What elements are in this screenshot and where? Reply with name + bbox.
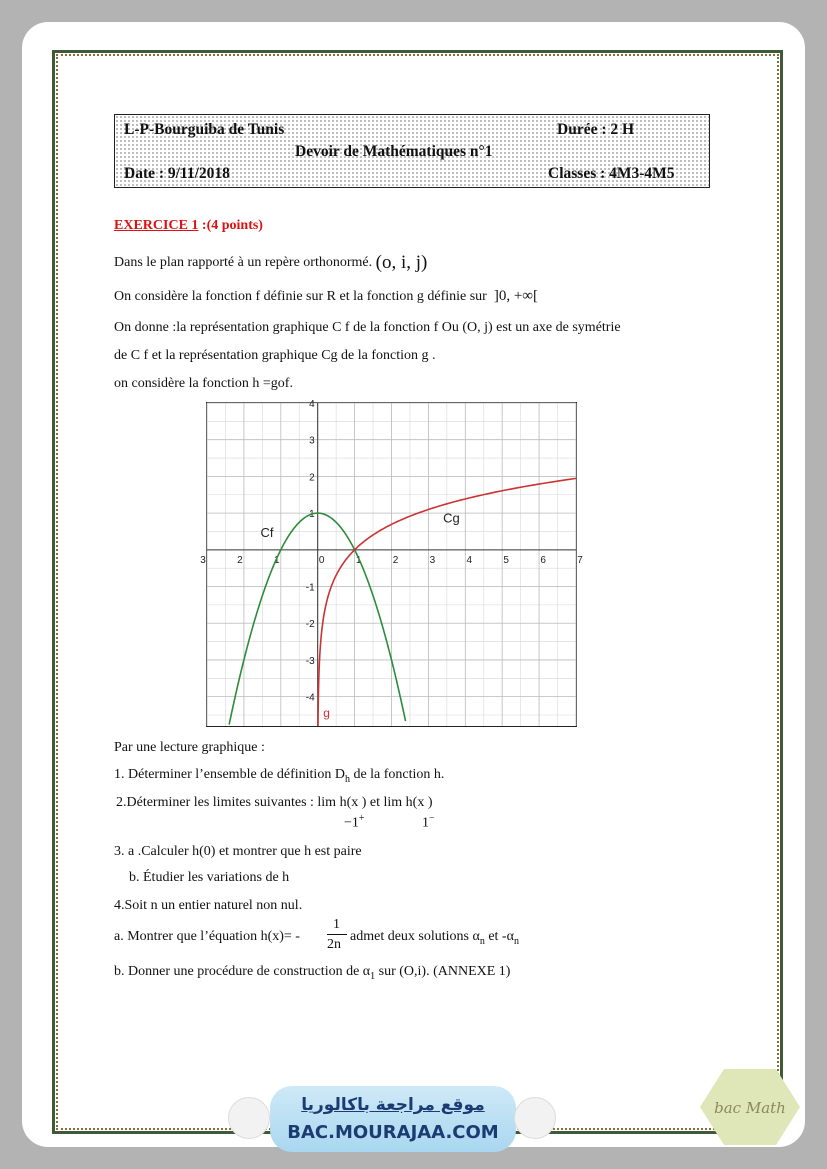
site-banner[interactable] (270, 1086, 516, 1152)
x-tick-label: 1 (355, 554, 362, 566)
classes: Classes : 4M3-4M5 (548, 165, 675, 182)
site-logo-left (228, 1097, 270, 1139)
limit-2-point: 1− (422, 813, 435, 831)
x-tick-label: 7 (577, 554, 583, 566)
x-tick-label: 4 (466, 554, 473, 566)
x-tick-label: 2 (392, 554, 399, 566)
x-tick-label: 3 (429, 554, 436, 566)
x-tick-label: 5 (503, 554, 509, 566)
question-4b: b. Donner une procédure de construction de $\alpha_1$ sur (O,i). (ANNEXE 1) (114, 964, 511, 982)
question-1: 1. Déterminer l’ensemble de définition $D_h$ de la fonction h. (114, 767, 445, 785)
y-tick-label: -3 (305, 655, 315, 667)
y-tick-label: 1 (309, 509, 315, 521)
question-2: 2.Déterminer les limites suivantes : lim h(x ) et lim h(x ) (116, 795, 433, 810)
x-tick-label: 1 (274, 554, 280, 566)
exercise-line-3: On donne :la représentation graphique C f de la fonction f Ou (O, j) est un axe de symétrie (114, 320, 621, 335)
repere-notation: (o, i, j) (375, 252, 428, 273)
function-graph (200, 399, 583, 727)
site-url: BAC.MOURAJAA.COM (287, 1122, 499, 1143)
school-name: L-P-Bourguiba de Tunis (124, 121, 285, 138)
question-intro: Par une lecture graphique : (114, 740, 265, 755)
site-logo-right (514, 1097, 556, 1139)
x-tick-label: 2 (237, 554, 243, 566)
cg-label: Cg (443, 510, 460, 526)
y-tick-label: -4 (305, 692, 315, 704)
question-3b: b. Étudier les variations de h (129, 870, 290, 885)
question-4a: a. Montrer que l’équation h(x)= - (114, 929, 300, 944)
y-tick-label: -1 (305, 582, 315, 594)
exam-title: Devoir de Mathématiques n°1 (295, 143, 493, 160)
graph-svg (200, 399, 583, 726)
bac-math-logo (698, 1067, 802, 1147)
exam-header (114, 114, 710, 188)
x-tick-label: 3 (200, 554, 206, 566)
limit-1-point: −1+ (344, 813, 365, 831)
y-tick-label: 4 (309, 399, 315, 410)
cf-label: Cf (260, 524, 274, 540)
question-4a-cont: admet deux solutions $\alpha_n$ et $-\alpha_n$ (350, 929, 519, 947)
site-name-arabic: موقع مراجعة باكالوريا (301, 1095, 485, 1115)
g-curve-label: g (323, 705, 330, 720)
y-tick-label: -2 (305, 619, 315, 631)
duration: Durée : 2 H (557, 121, 635, 138)
question-4: 4.Soit n un entier naturel non nul. (114, 898, 303, 913)
fraction-numerator: 1 (333, 917, 340, 932)
x-tick-label: 6 (540, 554, 546, 566)
y-tick-label: 2 (309, 472, 315, 484)
exercise-line-5: on considère la fonction h =gof. (114, 376, 293, 391)
exercise-line-2: On considère la fonction f définie sur R et la fonction g définie sur ]0, +∞[ (114, 288, 538, 304)
fraction-denominator: 2n (327, 937, 341, 952)
exam-date: Date : 9/11/2018 (124, 165, 230, 182)
exercise-line-1: Dans le plan rapporté à un repère orthonormé. (o, i, j) (114, 252, 428, 273)
fraction-bar (327, 934, 347, 935)
exercise-title: EXERCICE 1 :(4 points) (114, 218, 263, 233)
question-3a: 3. a .Calculer h(0) et montrer que h est paire (114, 844, 362, 859)
x-tick-label: 0 (318, 554, 325, 566)
y-tick-label: 3 (309, 435, 315, 447)
interval-notation: ]0, +∞[ (493, 288, 538, 304)
exercise-line-4: de C f et la représentation graphique Cg de la fonction g . (114, 348, 436, 363)
svg-text:bac Math: bac Math (714, 1099, 786, 1117)
